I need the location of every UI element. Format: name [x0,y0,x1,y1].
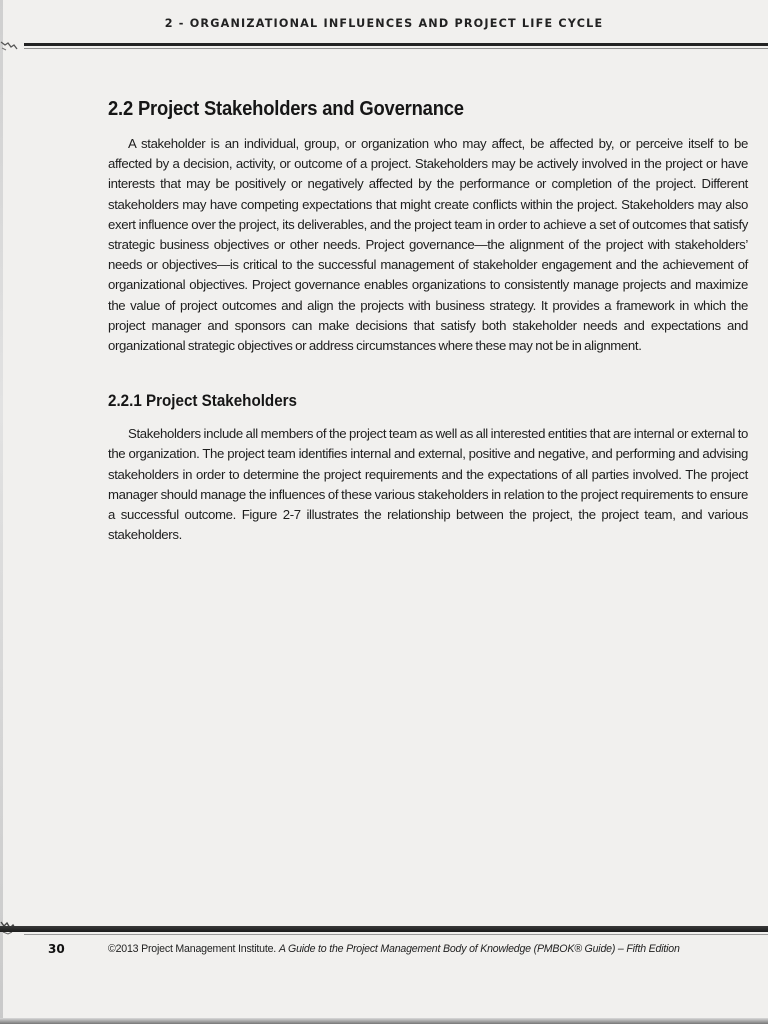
section-paragraph: A stakeholder is an individual, group, or organization who may affect, be affected by, or perceive itself to be affected by a decision, activity, or outcome of a project. Stakeholders may be actively involved in the project or have interests that may be positively or negatively affected by the performance or completion of the project. Different stakeholders may have competing expectations that might create conflicts within the project. Stakeholders may also exert influence over the project, its deliverables, and the project team in order to achieve a set of outcomes that satisfy strategic business objectives or other needs. Project governance—the alignment of the project with stakeholders’ needs or objectives—is critical to the successful management of stakeholder engagement and the achievement of organizational objectives. Project governance enables organizations to consistently manage projects and maximize the value of project outcomes and align the projects with business strategy. It provides a framework in which the project manager and sponsors can make decisions that satisfy both stakeholder needs and expectations and organizational strategic objectives or address circumstances where these may not be in alignment. [108,136,748,354]
footer-rule [0,926,768,932]
page-body [108,98,748,545]
header-rule [24,43,768,46]
running-head: 2 - ORGANIZATIONAL INFLUENCES AND PROJECT LIFE CYCLE [164,17,604,30]
subsection-paragraph: Stakeholders include all members of the project team as well as all interested entities that are internal or external to the organization. The project team identifies internal and external, positive and negative, and performing and advising stakeholders in order to determine the project requirements and the expectations of all parties involved. The project manager should manage the influences of these various stakeholders in relation to the project requirements to ensure a successful outcome. Figure 2-7 illustrates the relationship between the project, the project team, and various stakeholders. [108,426,748,543]
footer-copyright: ©2013 Project Management Institute. [108,943,277,955]
subsection-heading: 2.2.1 Project Stakeholders [108,392,298,411]
scan-bottom-edge [0,1018,768,1024]
header-rule-thin [24,48,768,49]
footer-rule-thin [24,934,768,935]
page-number: 30 [48,942,65,956]
section-heading: 2.2 Project Stakeholders and Governance [108,98,464,120]
footer-citation [108,943,748,955]
scan-left-edge [0,0,3,1024]
footer-book-title: A Guide to the Project Management Body of Knowledge (PMBOK® Guide) – Fifth Edition [278,943,680,955]
scan-artifact-mark [0,36,22,56]
